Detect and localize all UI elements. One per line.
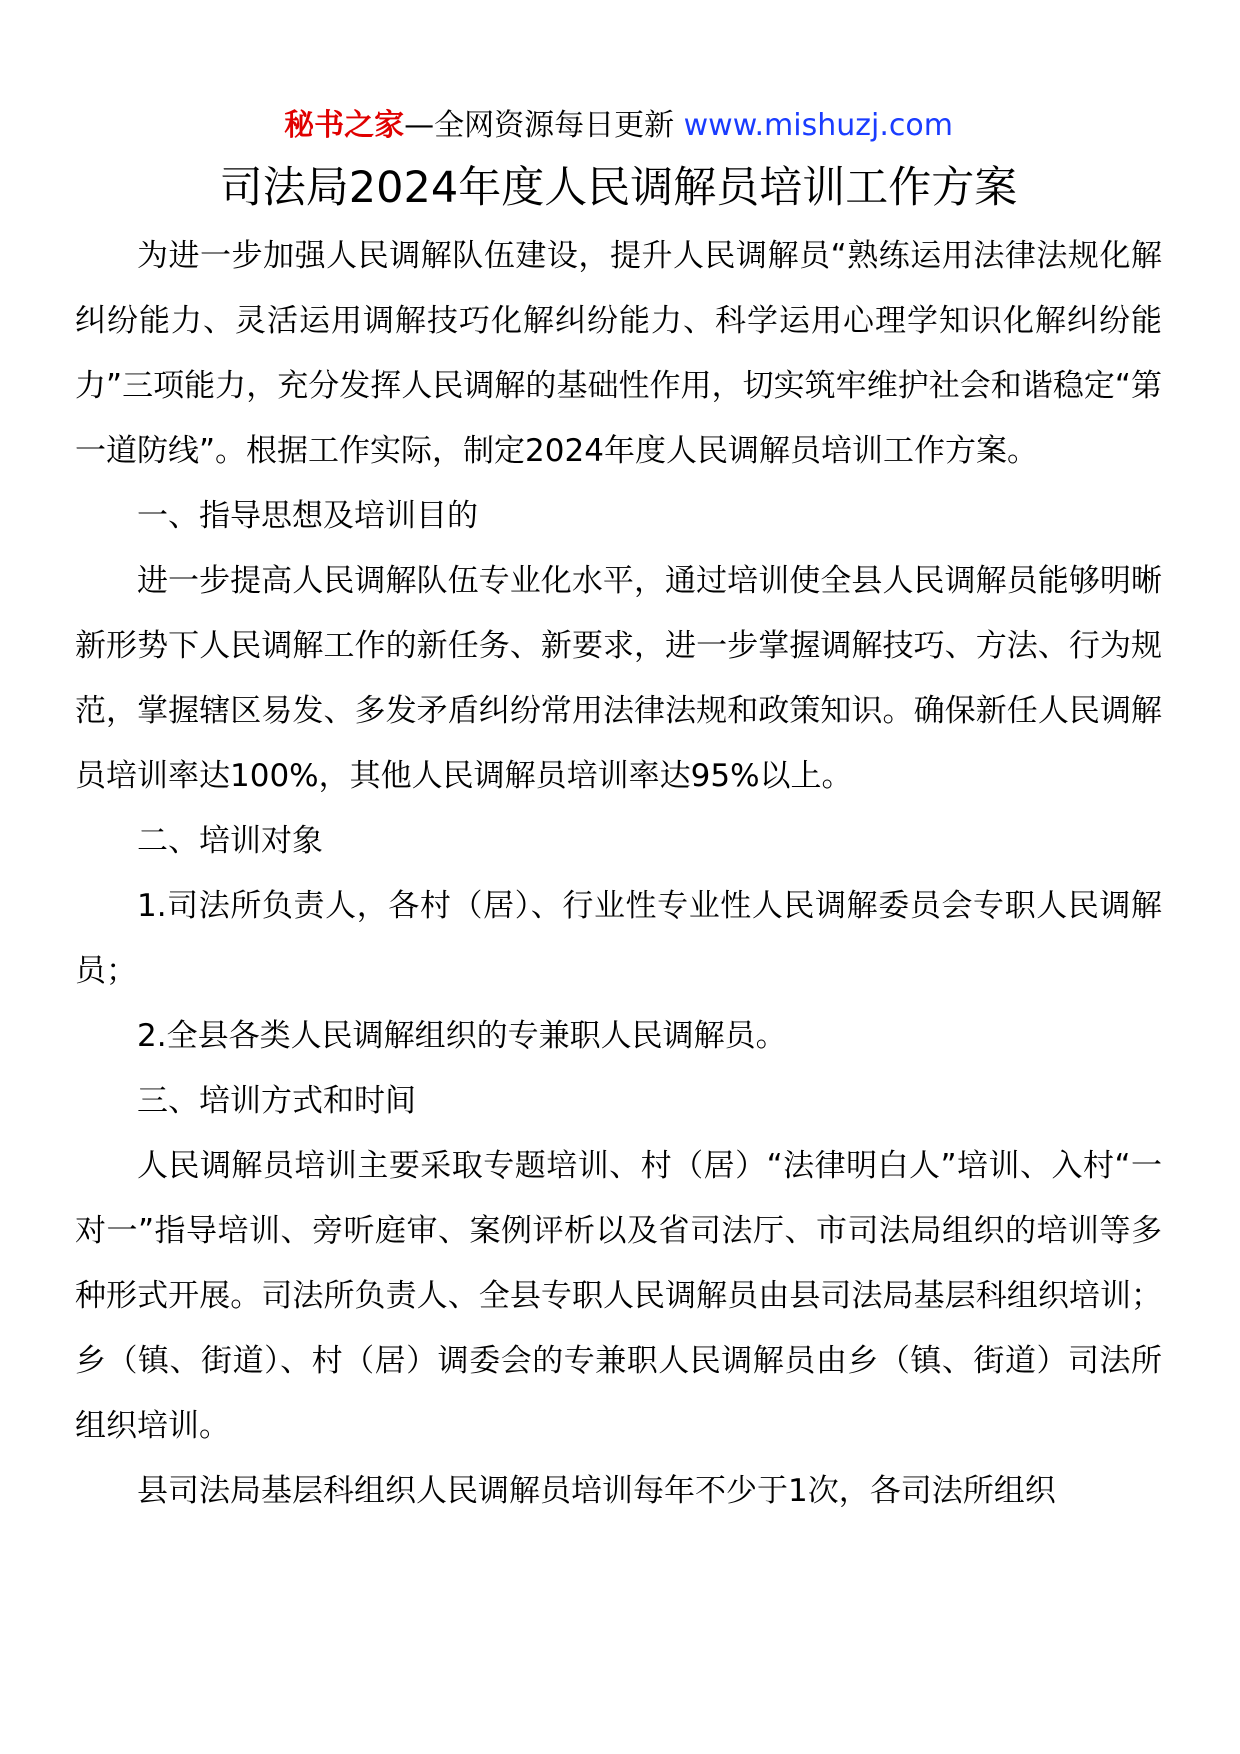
brand-name: 秘书之家 — [284, 108, 405, 143]
section-heading-1: 一、指导思想及培训目的 — [137, 498, 478, 534]
list-item-1: 1.司法所负责人，各村（居）、行业性专业性人民调解委员会专职人民调解员； — [75, 888, 1162, 989]
document-body — [75, 224, 1162, 1524]
intro-paragraph: 为进一步加强人民调解队伍建设，提升人民调解员“熟练运用法律法规化解纠纷能力、灵活运用调解技巧化解纠纷能力、科学运用心理学知识化解纠纷能力”三项能力，充分发挥人民调解的基础性作用，切实筑牢维护社会和谐稳定“第一道防线”。根据工作实际，制定2024年度人民调解员培训工作方案。 — [75, 238, 1162, 469]
site-url-link[interactable]: www.mishuzj.com — [683, 108, 953, 143]
section-heading-3: 三、培训方式和时间 — [137, 1083, 416, 1119]
document-title: 司法局2024年度人民调解员培训工作方案 — [219, 163, 1018, 213]
section-3-paragraph: 人民调解员培训主要采取专题培训、村（居）“法律明白人”培训、入村“一对一”指导培训、旁听庭审、案例评析以及省司法厅、市司法局组织的培训等多种形式开展。司法所负责人、全县专职人民调解员由县司法局基层科组织培训；乡（镇、街道）、村（居）调委会的专兼职人民调解员由乡（镇、街道）司法所组织培训。 — [75, 1148, 1162, 1444]
section-3-paragraph-continued: 县司法局基层科组织人民调解员培训每年不少于1次，各司法所组织 — [137, 1473, 1056, 1509]
section-heading-2: 二、培训对象 — [137, 823, 323, 859]
banner-tagline: —全网资源每日更新 — [404, 108, 675, 143]
site-banner — [75, 98, 1162, 154]
section-1-paragraph: 进一步提高人民调解队伍专业化水平，通过培训使全县人民调解员能够明晰新形势下人民调解工作的新任务、新要求，进一步掌握调解技巧、方法、行为规范，掌握辖区易发、多发矛盾纠纷常用法律法规和政策知识。确保新任人民调解员培训率达100%，其他人民调解员培训率达95%以上。 — [75, 563, 1162, 794]
list-item-2: 2.全县各类人民调解组织的专兼职人民调解员。 — [137, 1018, 787, 1054]
